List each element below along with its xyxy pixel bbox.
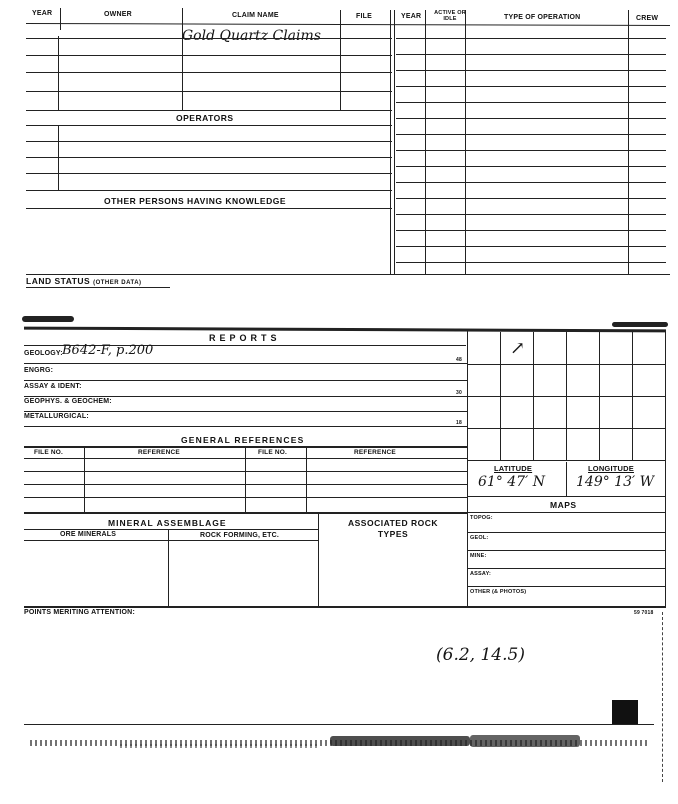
longitude-label: LONGITUDE (588, 464, 634, 473)
activity-row-line (396, 102, 666, 103)
maps-row-label: ASSAY: (470, 571, 492, 577)
reports-row-number: 30 (456, 390, 462, 396)
scan-noise (120, 744, 320, 748)
mineral-top-rule (24, 512, 468, 514)
general-references-header-rule (24, 458, 468, 459)
mineral-col-divider (318, 512, 319, 606)
activity-row-line (396, 262, 666, 263)
reports-right-border (467, 330, 468, 606)
file-header: FILE (356, 13, 372, 20)
location-grid-row (467, 396, 665, 397)
owners-year-header: YEAR (32, 10, 53, 17)
owners-row-line (26, 110, 392, 111)
latitude-label: LATITUDE (494, 464, 533, 473)
maps-title: MAPS (550, 500, 577, 510)
reports-row-label: METALLURGICAL: (24, 413, 89, 420)
operators-row-line (26, 173, 392, 174)
owner-header: OWNER (104, 11, 132, 18)
owners-col-divider (58, 36, 59, 110)
activity-row-line (396, 86, 666, 87)
ore-minerals-header: ORE MINERALS (60, 531, 117, 538)
owners-row-line (26, 91, 392, 92)
land-status-subtitle: (OTHER DATA) (93, 280, 142, 286)
location-grid-row (467, 460, 665, 461)
general-references-row (24, 497, 468, 498)
activity-col-divider (425, 10, 426, 274)
maps-row-line (467, 568, 665, 569)
activity-year-header: YEAR (401, 13, 422, 20)
general-references-row (24, 471, 468, 472)
general-references-col (84, 446, 85, 512)
grid-mark: ↗ (510, 338, 526, 359)
header-rule (26, 23, 670, 26)
section-divider (394, 10, 395, 274)
operators-row-line (26, 190, 392, 191)
scan-smudge (330, 736, 470, 746)
black-square-mark (612, 700, 638, 724)
reports-row-number: 18 (456, 420, 462, 426)
activity-row-line (396, 118, 666, 119)
operators-row-line (26, 141, 392, 142)
owners-col-divider (340, 10, 341, 110)
handwritten-coords: (6.2, 14.5) (436, 645, 525, 665)
owners-row-line (26, 72, 392, 73)
activity-col-divider (628, 10, 629, 274)
other-persons-rule (26, 208, 392, 209)
mineral-subheader-rule (24, 529, 318, 530)
reports-title: REPORTS (209, 333, 281, 343)
general-references-col (306, 446, 307, 512)
maps-row-line (467, 512, 665, 513)
activity-row-line (396, 230, 666, 231)
maps-row-line (467, 532, 665, 533)
general-references-title: GENERAL REFERENCES (181, 435, 305, 445)
latlong-divider (566, 462, 567, 496)
land-status-underline (26, 287, 170, 288)
land-status-label (26, 276, 142, 286)
claim-name-entry: Gold Quartz Claims (182, 28, 321, 44)
crew-header: CREW (636, 15, 659, 22)
activity-row-line (396, 246, 666, 247)
mineral-col-divider (168, 529, 169, 606)
reports-row-number: 48 (456, 357, 462, 363)
section-divider (390, 10, 391, 274)
location-grid-row (467, 428, 665, 429)
scan-smudge (22, 316, 74, 322)
reports-row-label: ENGRG: (24, 367, 54, 374)
location-grid-right (665, 330, 666, 606)
mineral-header-rule (24, 540, 318, 541)
longitude-value: 149° 13′ W (576, 474, 655, 490)
form-code: 59 7018 (634, 610, 654, 616)
activity-row-line (396, 182, 666, 183)
general-references-col (245, 446, 246, 512)
maps-row-label: GEOL: (470, 535, 489, 541)
claim-name-header: CLAIM NAME (232, 12, 279, 19)
general-references-col-header: FILE NO. (258, 449, 288, 456)
activity-row-line (396, 166, 666, 167)
scan-smudge (612, 322, 668, 327)
operators-col-divider (58, 125, 59, 190)
activity-col-divider (465, 10, 466, 274)
activity-row-line (396, 150, 666, 151)
top-section-bottom-rule (26, 274, 670, 275)
points-label: POINTS MERITING ATTENTION: (24, 609, 135, 616)
general-references-rule (24, 446, 468, 448)
operators-rule (26, 125, 392, 126)
location-grid-row (467, 364, 665, 365)
other-persons-label: OTHER PERSONS HAVING KNOWLEDGE (104, 196, 287, 206)
operators-label: OPERATORS (176, 113, 234, 123)
reports-row-label: ASSAY & IDENT: (24, 383, 82, 390)
owners-row-line (26, 55, 392, 56)
reports-row-label: GEOPHYS. & GEOCHEM: (24, 398, 112, 405)
land-status-title: LAND STATUS (26, 276, 91, 286)
owners-col-divider (182, 8, 183, 110)
maps-top-rule (467, 496, 665, 497)
points-top-rule (24, 606, 666, 608)
operators-row-line (26, 157, 392, 158)
reports-top-rule (24, 327, 666, 333)
activity-row-line (396, 54, 666, 55)
reports-row-line (24, 396, 467, 397)
general-references-row (24, 484, 468, 485)
right-edge-mark (662, 612, 663, 782)
active-or-idle-header: ACTIVE OR IDLE (434, 10, 466, 22)
maps-row-label: MINE: (470, 553, 487, 559)
mineral-assemblage-title: MINERAL ASSEMBLAGE (108, 518, 227, 528)
reports-row-line (24, 411, 467, 412)
reports-row-line (24, 426, 467, 427)
associated-rock-types: ASSOCIATED ROCK TYPES (348, 518, 438, 539)
reports-row-line (24, 380, 467, 381)
reports-row-entry: B642-F, p.200 (62, 343, 154, 358)
maps-row-line (467, 550, 665, 551)
activity-row-line (396, 134, 666, 135)
general-references-col-header: REFERENCE (138, 449, 180, 456)
owners-row-line (26, 38, 392, 39)
activity-row-line (396, 70, 666, 71)
activity-row-line (396, 198, 666, 199)
owners-col-divider (60, 8, 61, 30)
maps-row-label: OTHER (& PHOTOS) (470, 589, 527, 595)
rock-forming-header: ROCK FORMING, ETC. (200, 532, 280, 539)
maps-row-label: TOPOG: (470, 515, 493, 521)
bottom-rule (24, 724, 654, 725)
reports-row-line (24, 363, 467, 364)
reports-row-label: GEOLOGY: (24, 350, 63, 357)
activity-row-line (396, 38, 666, 39)
latitude-value: 61° 47′ N (478, 474, 545, 490)
activity-row-line (396, 214, 666, 215)
scan-smudge (470, 735, 580, 747)
type-of-operation-header: TYPE OF OPERATION (504, 14, 581, 21)
maps-row-line (467, 586, 665, 587)
general-references-col-header: FILE NO. (34, 449, 64, 456)
general-references-col-header: REFERENCE (354, 449, 396, 456)
